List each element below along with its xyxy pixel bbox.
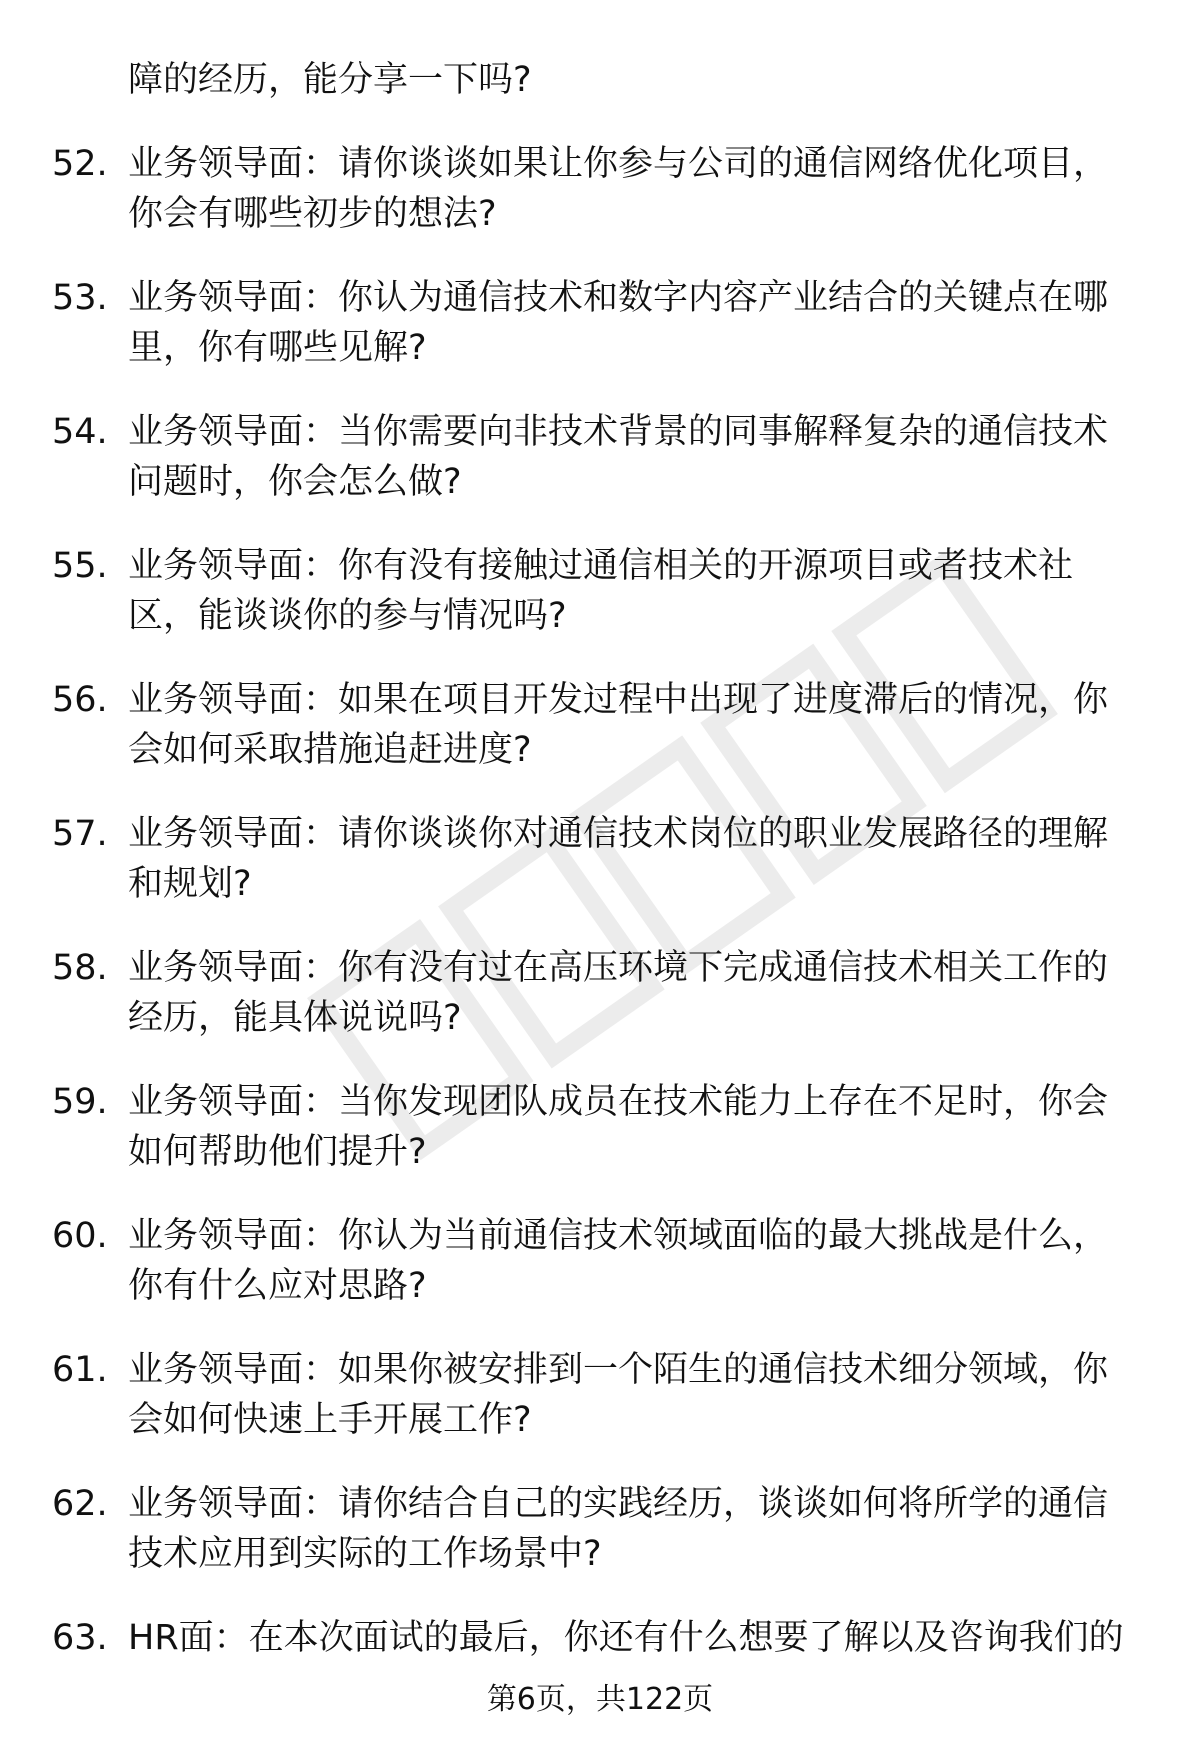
- item-number: 60.: [52, 1216, 108, 1256]
- item-text: 业务领导面：当你需要向非技术背景的同事解释复杂的通信技术问题时，你会怎么做?: [128, 412, 1109, 502]
- item-text: HR面：在本次面试的最后，你还有什么想要了解以及咨询我们的: [128, 1618, 1124, 1658]
- item-text: 业务领导面：当你发现团队成员在技术能力上存在不足时，你会如何帮助他们提升?: [128, 1082, 1109, 1172]
- question-list: [0, 55, 1200, 1697]
- item-number: 52.: [52, 144, 108, 184]
- item-number: 61.: [52, 1350, 108, 1390]
- item-number: 63.: [52, 1618, 108, 1658]
- list-item: [0, 55, 1200, 105]
- item-text: 业务领导面：你有没有接触过通信相关的开源项目或者技术社区，能谈谈你的参与情况吗?: [128, 546, 1074, 636]
- list-item: [0, 1077, 1200, 1177]
- list-item: [0, 1479, 1200, 1579]
- list-item: [0, 809, 1200, 909]
- list-item: [0, 1211, 1200, 1311]
- page-number-footer: 第6页，共122页: [486, 1682, 714, 1717]
- item-number: 54.: [52, 412, 108, 452]
- item-number: 57.: [52, 814, 108, 854]
- item-number: 59.: [52, 1082, 108, 1122]
- item-text: 业务领导面：请你谈谈你对通信技术岗位的职业发展路径的理解和规划?: [128, 814, 1109, 904]
- list-item: [0, 139, 1200, 239]
- item-number: 62.: [52, 1484, 108, 1524]
- item-text: 业务领导面：你有没有过在高压环境下完成通信技术相关工作的经历，能具体说说吗?: [128, 948, 1109, 1038]
- item-number: 56.: [52, 680, 108, 720]
- list-item: [0, 675, 1200, 775]
- item-number: 53.: [52, 278, 108, 318]
- list-item: [0, 1613, 1200, 1663]
- list-item: [0, 1345, 1200, 1445]
- item-text: 业务领导面：请你谈谈如果让你参与公司的通信网络优化项目，你会有哪些初步的想法?: [128, 144, 1109, 234]
- list-item: [0, 541, 1200, 641]
- item-text: 障的经历，能分享一下吗?: [128, 60, 532, 100]
- item-number: 58.: [52, 948, 108, 988]
- item-text: 业务领导面：你认为通信技术和数字内容产业结合的关键点在哪里，你有哪些见解?: [128, 278, 1109, 368]
- list-item: [0, 273, 1200, 373]
- item-text: 业务领导面：请你结合自己的实践经历，谈谈如何将所学的通信技术应用到实际的工作场景中?: [128, 1484, 1109, 1574]
- item-text: 业务领导面：如果你被安排到一个陌生的通信技术细分领域，你会如何快速上手开展工作?: [128, 1350, 1109, 1440]
- list-item: [0, 407, 1200, 507]
- item-text: 业务领导面：你认为当前通信技术领域面临的最大挑战是什么，你有什么应对思路?: [128, 1216, 1109, 1306]
- item-number: 55.: [52, 546, 108, 586]
- list-item: [0, 943, 1200, 1043]
- item-text: 业务领导面：如果在项目开发过程中出现了进度滞后的情况，你会如何采取措施追赶进度?: [128, 680, 1109, 770]
